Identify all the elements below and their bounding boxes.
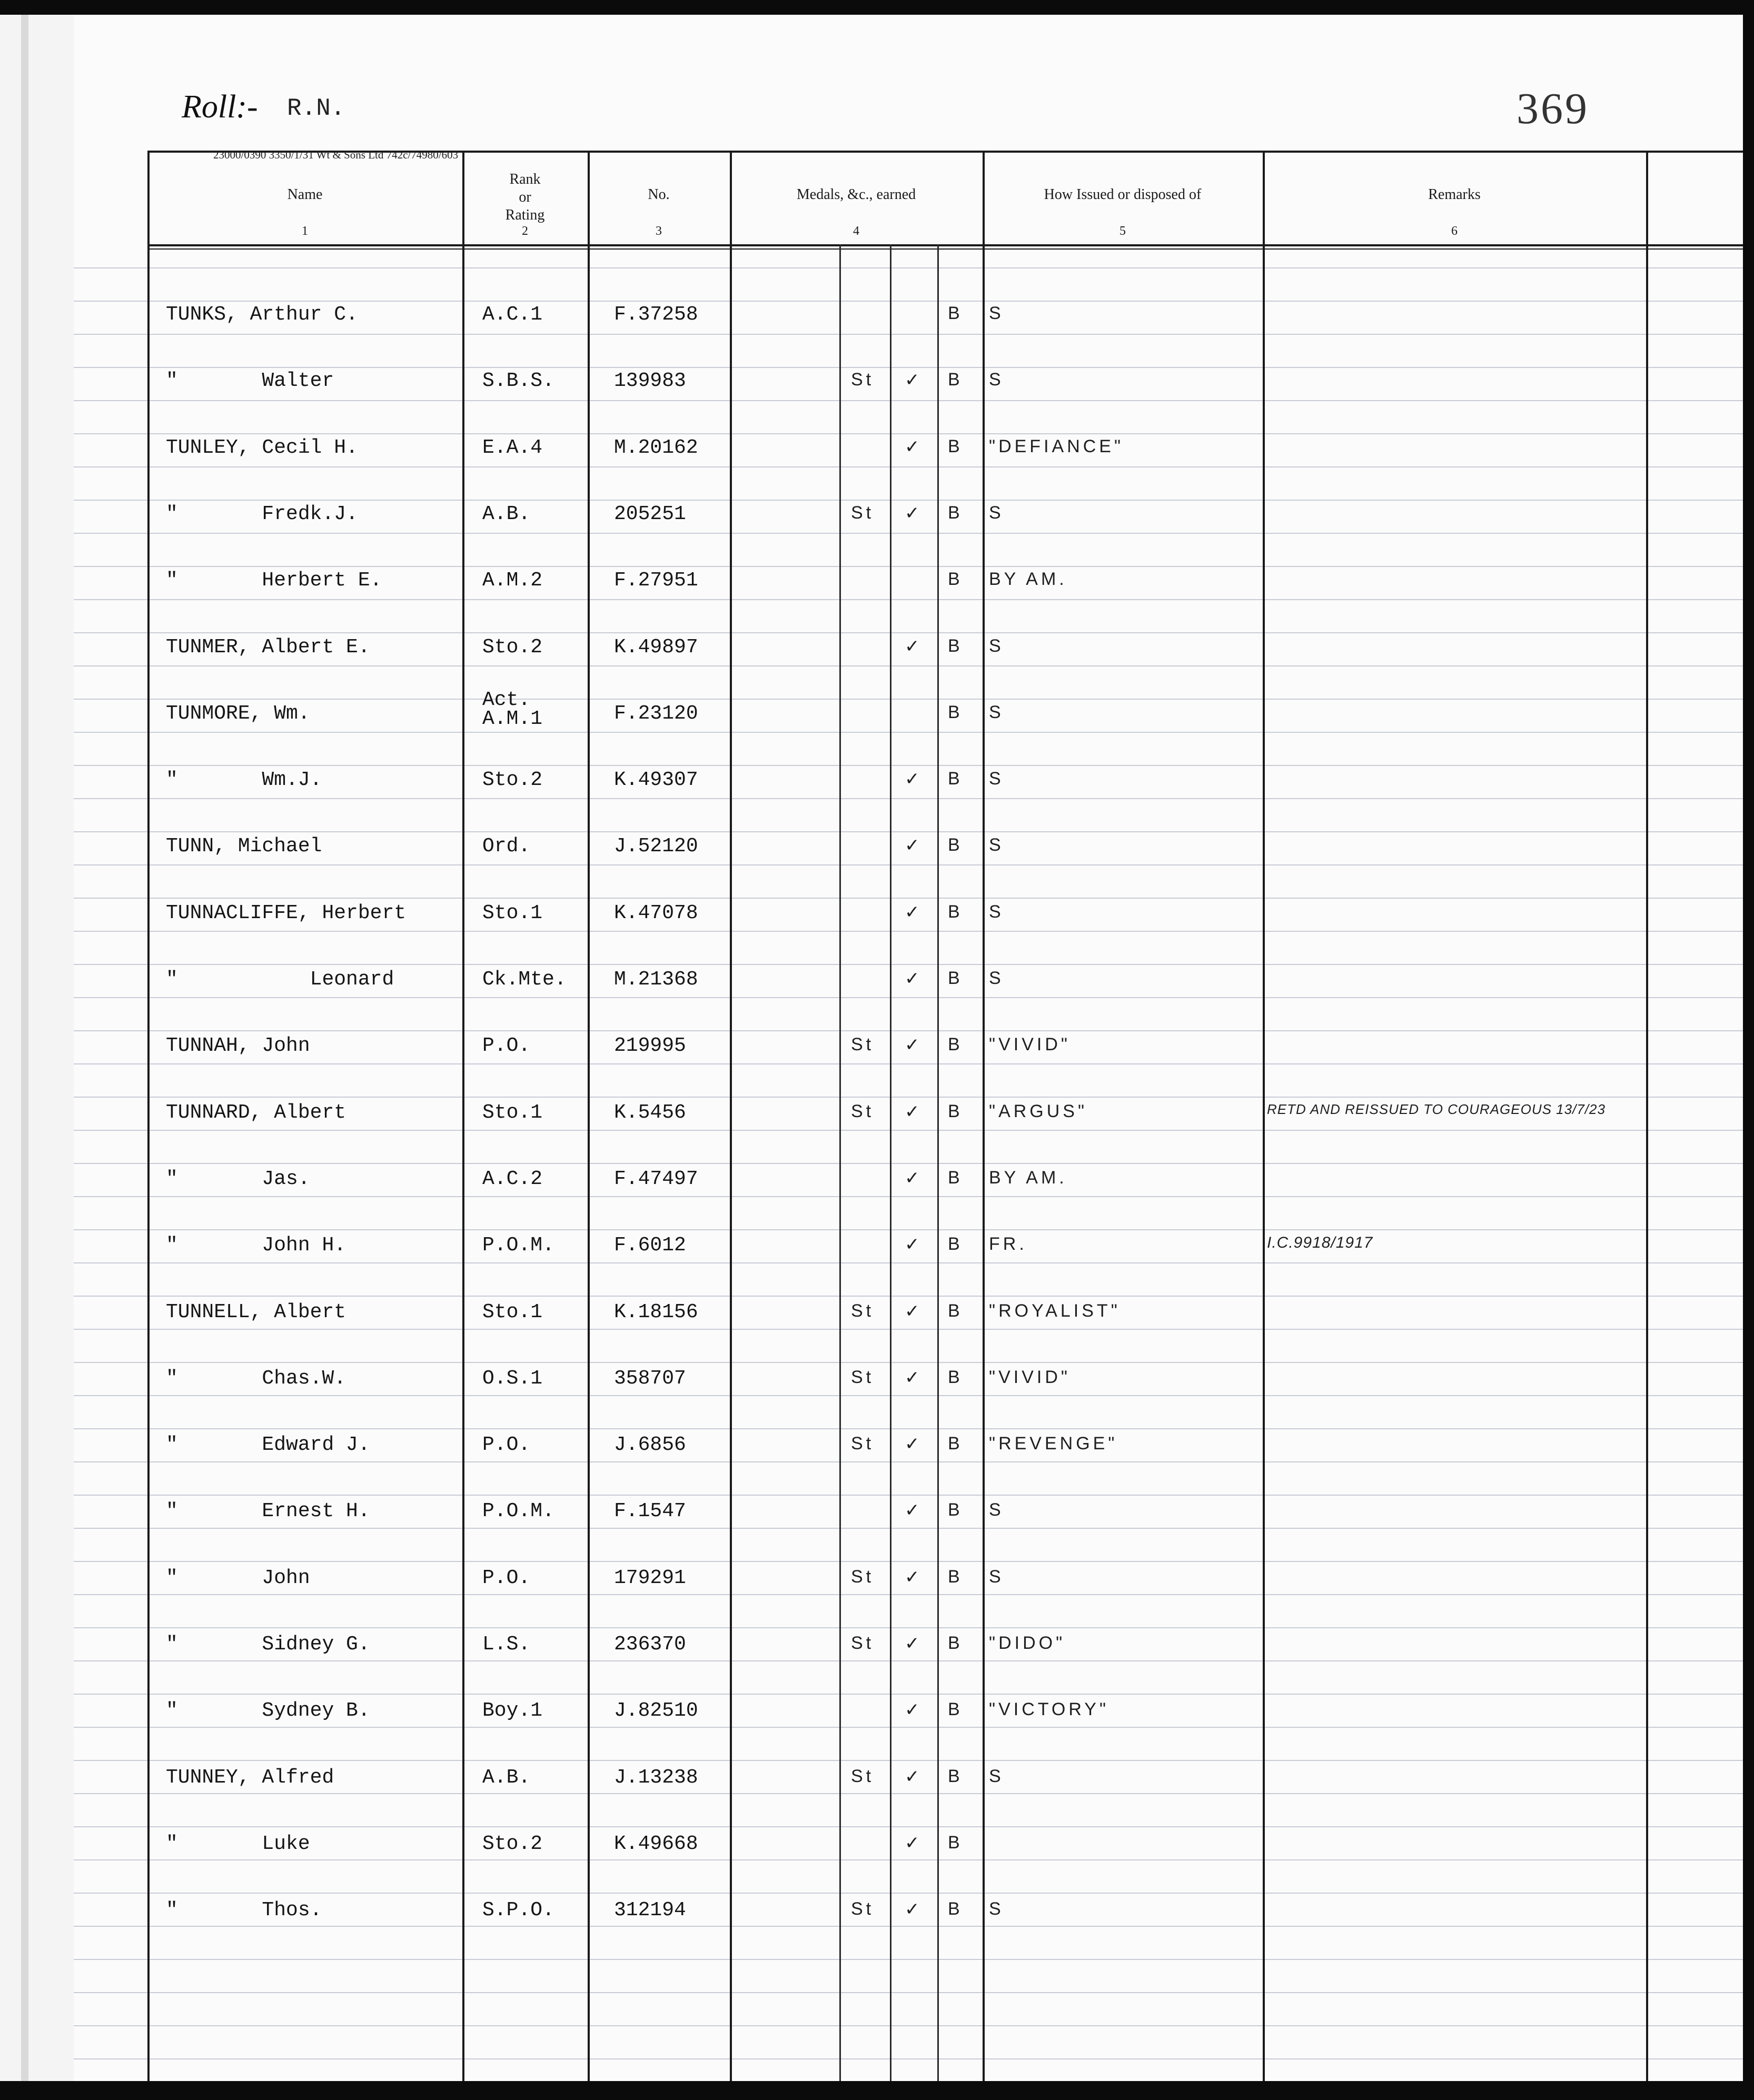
entry-rank: A.M.2 [482,569,543,592]
col-divider-medals [983,151,985,2081]
entry-rank: Ck.Mte. [482,968,567,991]
entry-name: TUNNELL, Albert [166,1300,346,1323]
entry-rank: Sto.1 [482,1101,543,1124]
column-header-name: Name [287,186,323,203]
entry-tick-mark: ✓ [905,1168,923,1188]
entry-rank: Sto.1 [482,901,543,924]
ruled-line [74,1893,1743,1894]
entry-number: F.1547 [614,1500,686,1523]
entry-rank: A.C.1 [482,303,543,326]
entry-number: M.21368 [614,968,698,991]
entry-number: K.49897 [614,635,698,659]
entry-name: " Leonard [166,968,394,991]
ruled-line [74,500,1743,501]
entry-number: F.37258 [614,303,698,326]
ruled-line [74,831,1743,832]
entry-how-issued: "DEFIANCE" [989,436,1124,456]
ruled-line [74,1528,1743,1529]
entry-number: J.13238 [614,1766,698,1789]
entry-number: K.18156 [614,1300,698,1323]
col-divider-left [147,151,150,2081]
entry-star-mark: St [851,1367,875,1387]
entry-tick-mark: ✓ [905,636,923,656]
ruled-line [74,1196,1743,1197]
entry-b-mark: B [948,1566,963,1587]
entry-rank: Sto.1 [482,1300,543,1323]
ruled-line [74,1793,1743,1794]
header-bottom-rule-2 [147,248,1743,250]
entry-rank: E.A.4 [482,436,543,459]
entry-b-mark: B [948,303,963,323]
column-number-name: 1 [302,224,308,238]
entry-how-issued: FR. [989,1234,1027,1255]
entry-star-mark: St [851,370,875,390]
ruled-line [74,1760,1743,1761]
entry-tick-mark: ✓ [905,503,923,523]
ruled-line [74,1959,1743,1960]
entry-name: TUNMORE, Wm. [166,702,310,725]
ruled-line [74,367,1743,368]
entry-how-issued: S [989,502,1004,523]
entry-name: " Fredk.J. [166,502,358,525]
column-header-rank: Rank or Rating [505,171,545,223]
entry-b-mark: B [948,502,963,523]
entry-rank: P.O.M. [482,1500,554,1523]
ruled-line [74,864,1743,865]
entry-how-issued: S [989,635,1004,656]
entry-name: " Wm.J. [166,769,322,792]
entry-b-mark: B [948,1699,963,1720]
entry-tick-mark: ✓ [905,835,923,856]
entry-rank: A.B. [482,502,531,525]
ruled-line [74,433,1743,434]
col-divider-remarks [1646,151,1648,2081]
ruled-line [74,931,1743,932]
ruled-line [74,1660,1743,1661]
ruled-line [74,1130,1743,1131]
entry-b-mark: B [948,1633,963,1653]
ruled-line [74,997,1743,998]
entry-number: F.27951 [614,569,698,592]
entry-name: TUNNACLIFFE, Herbert [166,901,407,924]
entry-b-mark: B [948,769,963,789]
entry-star-mark: St [851,1300,875,1321]
entry-number: 312194 [614,1899,686,1922]
entry-name: TUNNEY, Alfred [166,1766,334,1789]
entry-number: K.49668 [614,1832,698,1855]
entry-rank: O.S.1 [482,1367,543,1390]
entry-name: " Walter [166,370,334,393]
entry-name: " John H. [166,1234,346,1257]
entry-rank: Ord. [482,835,531,858]
entry-number: F.6012 [614,1234,686,1257]
column-header-issued: How Issued or disposed of [1044,186,1202,203]
entry-remarks: I.C.9918/1917 [1267,1234,1373,1252]
entry-tick-mark: ✓ [905,436,923,457]
entry-b-mark: B [948,835,963,855]
entry-number: 358707 [614,1367,686,1390]
entry-tick-mark: ✓ [905,370,923,391]
entry-name: " Luke [166,1832,310,1855]
entry-b-mark: B [948,1034,963,1055]
entry-name: TUNN, Michael [166,835,322,858]
ruled-line [74,1694,1743,1695]
entry-how-issued: S [989,303,1004,323]
entry-name: " Sydney B. [166,1699,370,1723]
entry-how-issued: BY AM. [989,569,1067,590]
entry-how-issued: S [989,370,1004,390]
ruled-line [74,1030,1743,1031]
ruled-line [74,1063,1743,1064]
ruled-line [74,400,1743,401]
entry-b-mark: B [948,1367,963,1387]
header-bottom-rule [147,244,1743,246]
entry-name: TUNNAH, John [166,1034,310,1058]
medal-subcol-2 [890,244,891,2081]
entry-how-issued: S [989,1566,1004,1587]
ruled-line [74,466,1743,467]
column-header-medals: Medals, &c., earned [796,186,916,203]
entry-rank: P.O.M. [482,1234,554,1257]
entry-remarks: RETD AND REISSUED TO COURAGEOUS 13/7/23 [1267,1101,1606,1117]
entry-number: J.82510 [614,1699,698,1723]
roll-value: R.N. [287,95,345,122]
page-number: 369 [1517,84,1589,133]
entry-number: 179291 [614,1566,686,1589]
entry-name: " Jas. [166,1167,310,1190]
entry-rank: Act. A.M.1 [482,688,543,730]
entry-star-mark: St [851,502,875,523]
entry-name: " Ernest H. [166,1500,370,1523]
entry-b-mark: B [948,1766,963,1786]
entry-b-mark: B [948,569,963,590]
entry-star-mark: St [851,1633,875,1653]
entry-tick-mark: ✓ [905,1235,923,1255]
entry-star-mark: St [851,1899,875,1919]
ruled-line [74,1229,1743,1230]
entry-name: " Chas.W. [166,1367,346,1390]
entry-star-mark: St [851,1434,875,1454]
entry-tick-mark: ✓ [905,1101,923,1122]
ruled-line [74,267,1743,268]
ruled-line [74,334,1743,335]
col-divider-name [462,151,464,2081]
print-reference: 23000/0390 3350/1/31 Wt & Sons Ltd 742c/74980/603 [213,148,459,161]
entry-name: " Sidney G. [166,1633,370,1656]
entry-b-mark: B [948,635,963,656]
entry-number: M.20162 [614,436,698,459]
entry-star-mark: St [851,1566,875,1587]
entry-name: TUNKS, Arthur C. [166,303,358,326]
ruled-line [74,632,1743,633]
entry-number: 205251 [614,502,686,525]
column-header-number: No. [648,186,670,203]
entry-how-issued: S [989,1766,1004,1786]
medal-subcol-3 [937,244,939,2081]
entry-number: 219995 [614,1034,686,1058]
entry-b-mark: B [948,1434,963,1454]
entry-rank: L.S. [482,1633,531,1656]
entry-tick-mark: ✓ [905,1766,923,1787]
ruled-line [74,1859,1743,1860]
column-number-remarks: 6 [1451,224,1458,238]
column-number-issued: 5 [1119,224,1126,238]
entry-tick-mark: ✓ [905,902,923,922]
ruled-line [74,1826,1743,1827]
entry-b-mark: B [948,1101,963,1121]
ruled-line [74,1395,1743,1396]
col-divider-rank [588,151,590,2081]
ruled-line [74,2025,1743,2026]
roll-label: Roll:- [182,89,258,125]
entry-number: J.52120 [614,835,698,858]
ruled-line [74,1097,1743,1098]
entry-number: F.23120 [614,702,698,725]
entry-name: " John [166,1566,310,1589]
ruled-line [74,599,1743,600]
entry-b-mark: B [948,968,963,988]
column-number-rank: 2 [522,224,528,238]
ruled-line [74,1727,1743,1728]
col-divider-issued [1263,151,1265,2081]
ruled-line [74,699,1743,700]
entry-number: K.49307 [614,769,698,792]
ruled-line [74,898,1743,899]
entry-number: J.6856 [614,1434,686,1457]
entry-tick-mark: ✓ [905,1500,923,1521]
ruled-line [74,1594,1743,1595]
entry-b-mark: B [948,1167,963,1188]
entry-rank: Sto.2 [482,1832,543,1855]
entry-b-mark: B [948,1832,963,1853]
entry-rank: P.O. [482,1034,531,1058]
entry-how-issued: "VICTORY" [989,1699,1109,1720]
ruled-line [74,301,1743,302]
entry-rank: Boy.1 [482,1699,543,1723]
roll-page [74,15,1743,2081]
entry-tick-mark: ✓ [905,1367,923,1388]
ruled-line [74,2058,1743,2059]
entry-how-issued: S [989,1899,1004,1919]
entry-number: 236370 [614,1633,686,1656]
column-number-medals: 4 [853,224,859,238]
medal-subcol-1 [839,244,841,2081]
entry-star-mark: St [851,1766,875,1786]
entry-how-issued: "VIVID" [989,1367,1071,1387]
entry-how-issued: "ROYALIST" [989,1300,1121,1321]
ruled-line [74,964,1743,965]
entry-rank: A.C.2 [482,1167,543,1190]
entry-tick-mark: ✓ [905,1833,923,1853]
entry-number: K.47078 [614,901,698,924]
entry-tick-mark: ✓ [905,769,923,790]
ruled-line [74,1992,1743,1993]
entry-how-issued: S [989,835,1004,855]
entry-how-issued: "DIDO" [989,1633,1066,1653]
entry-rank: S.B.S. [482,370,554,393]
ruled-line [74,566,1743,567]
entry-how-issued: S [989,702,1004,722]
ruled-line [74,1163,1743,1164]
entry-b-mark: B [948,1500,963,1520]
entry-name: TUNLEY, Cecil H. [166,436,358,459]
entry-tick-mark: ✓ [905,1434,923,1455]
entry-number: 139983 [614,370,686,393]
entry-how-issued: S [989,769,1004,789]
entry-b-mark: B [948,901,963,922]
ruled-line [74,1329,1743,1330]
entry-tick-mark: ✓ [905,1700,923,1720]
ruled-line [74,1362,1743,1363]
entry-b-mark: B [948,1899,963,1919]
ruled-line [74,1926,1743,1927]
entry-b-mark: B [948,1300,963,1321]
entry-b-mark: B [948,1234,963,1255]
entry-rank: S.P.O. [482,1899,554,1922]
entry-how-issued: S [989,968,1004,988]
ruled-line [74,1428,1743,1429]
entry-b-mark: B [948,370,963,390]
entry-how-issued: S [989,1500,1004,1520]
entry-tick-mark: ✓ [905,1567,923,1587]
ruled-line [74,732,1743,733]
ruled-line [74,1296,1743,1297]
entry-how-issued: "ARGUS" [989,1101,1088,1121]
entry-how-issued: "VIVID" [989,1034,1071,1055]
ruled-line [74,798,1743,799]
entry-name: " Edward J. [166,1434,370,1457]
ruled-line [74,665,1743,666]
entry-how-issued: BY AM. [989,1167,1067,1188]
entry-how-issued: "REVENGE" [989,1434,1118,1454]
ruled-line [74,1627,1743,1628]
entry-tick-mark: ✓ [905,1035,923,1056]
entry-tick-mark: ✓ [905,1301,923,1321]
entry-name: " Thos. [166,1899,322,1922]
entry-tick-mark: ✓ [905,969,923,989]
ruled-line [74,765,1743,766]
entry-b-mark: B [948,436,963,456]
entry-rank: P.O. [482,1566,531,1589]
entry-number: K.5456 [614,1101,686,1124]
entry-rank: Sto.2 [482,769,543,792]
entry-number: F.47497 [614,1167,698,1190]
entry-rank: A.B. [482,1766,531,1789]
col-divider-number [730,151,732,2081]
entry-name: " Herbert E. [166,569,382,592]
ruled-line [74,1561,1743,1562]
ruled-line [74,1461,1743,1462]
ruled-line [74,1495,1743,1496]
binding-margin [0,15,77,2081]
entry-b-mark: B [948,702,963,722]
entry-name: TUNNARD, Albert [166,1101,346,1124]
entry-tick-mark: ✓ [905,1899,923,1920]
ruled-line [74,1262,1743,1263]
entry-tick-mark: ✓ [905,1634,923,1654]
column-number-number: 3 [656,224,662,238]
entry-star-mark: St [851,1101,875,1121]
entry-rank: P.O. [482,1434,531,1457]
entry-name: TUNMER, Albert E. [166,635,370,659]
entry-how-issued: S [989,901,1004,922]
ruled-line [74,533,1743,534]
entry-rank: Sto.2 [482,635,543,659]
column-header-remarks: Remarks [1428,186,1481,203]
entry-star-mark: St [851,1034,875,1055]
